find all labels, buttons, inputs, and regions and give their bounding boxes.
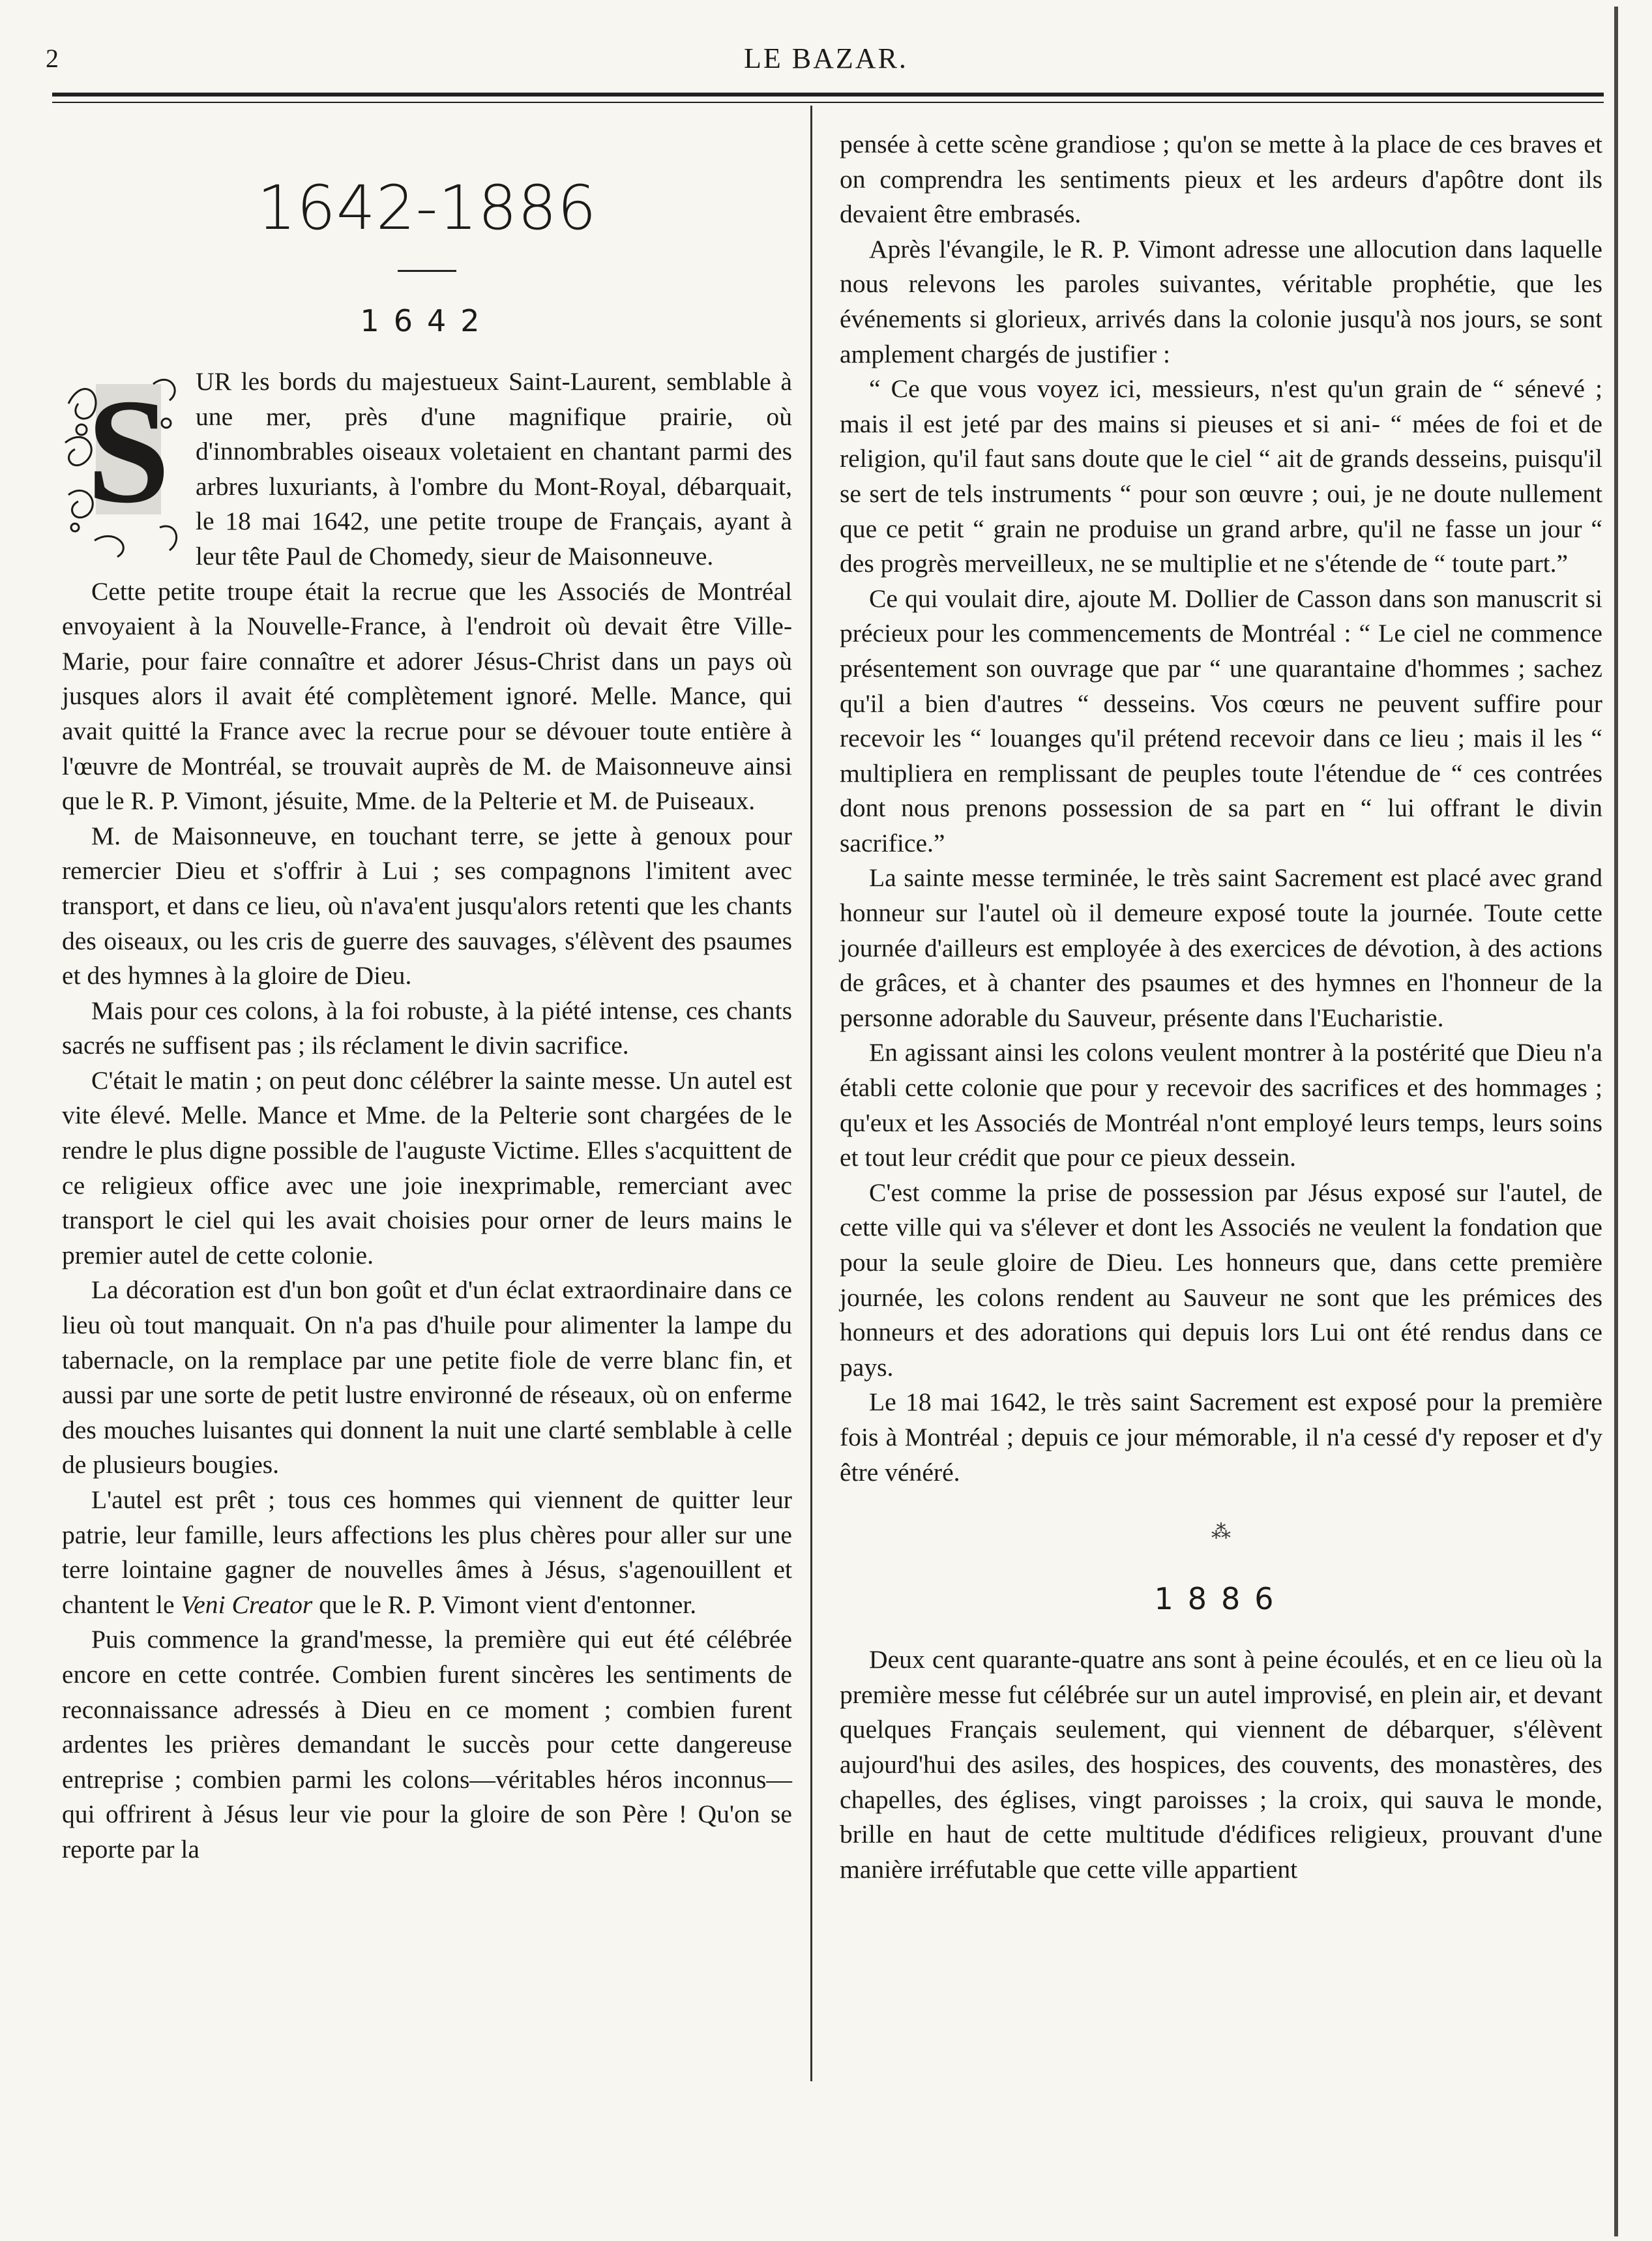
paragraph-r4: Ce qui voulait dire, ajoute M. Dollier de Casson dans son manuscrit si précieux pour les commencements de Montréal : “ Le ciel ne commence présentement son ouvrage que par “ une quarantaine d'hommes ; sachez qu'il a bien d'autres “ desseins. Vos cœurs ne peuvent suffire pour recevoir les “ louanges qu'il prétend recevoir dans ce lieu ; mais il les “ multipliera en remplissant de peuples toute l'étendue de “ ces contrées dont nous prenons possession de sa part en “ lui offrant le divin sacrifice.” [840,584,1602,857]
paragraph-1: UR les bords du majestueux Saint-Laurent, semblable à une mer, près d'une magnifique prairie, où d'innombrables oiseaux voletaient en chantant parmi des arbres luxuriants, à l'ombre du Mont-Royal, débarquait, le 18 mai 1642, une petite troupe de Français, ayant à leur tête Paul de Chomedy, sieur de Maisonneuve. [196,367,792,571]
veni-creator-italic: Veni Creator [181,1590,313,1619]
header-rule-thick [52,93,1604,96]
paragraph-7-text-a: L'autel est prêt ; tous ces hommes qui viennent de quitter leur patrie, leur famille, leurs affections les plus chères pour aller sur une terre lointaine gagner de nouvelles âmes à Jésus, s'agenouillent et chantent le [62,1485,792,1619]
paragraph-r2: Après l'évangile, le R. P. Vimont adresse une allocution dans laquelle nous relevons les paroles suivantes, véritable prophétie, que les événements si glorieux, arrivés dans la colonie jusqu'à nos jours, se sont amplement chargés de justifier : [840,234,1602,368]
paragraph-5: C'était le matin ; on peut donc célébrer la sainte messe. Un autel est vite élevé. Melle. Mance et Mme. de la Pelterie sont chargées de le rendre le plus digne possible de l'auguste Victime. Elles s'acquittent de ce religieux office avec une joie inexprimable, remerciant avec transport le ciel qui les avait choisies pour orner de leurs mains le premier autel de cette colonie. [62,1065,792,1269]
paragraph-3: M. de Maisonneuve, en touchant terre, se jette à genoux pour remercier Dieu et s'offrir à Lui ; ses compagnons l'imitent avec transport, et dans ce lieu, où n'ava'ent jusqu'alors retenti que les chants des oiseaux, ou les cris de guerre des sauvages, s'élèvent des psaumes et des hymnes à la gloire de Dieu. [62,821,792,990]
paragraph-r8: Le 18 mai 1642, le très saint Sacrement est exposé pour la première fois à Montréal ; depuis ce jour mémorable, il n'a cessé d'y reposer et d'y être vénéré. [840,1388,1602,1487]
asterism-ornament: ⁂ [1211,1521,1231,1543]
paragraph-2: Cette petite troupe était la recrue que les Associés de Montréal envoyaient à la Nouvelle-France, à l'endroit où devait être Ville-Marie, pour faire connaître et adorer Jésus-Christ dans un pays où jusques alors il avait été complètement ignoré. Melle. Mance, qui avait quitté la France avec la recrue pour se dévouer toute entière à l'œuvre de Montréal, se trouvait auprès de M. de Maisonneuve ainsi que le R. P. Vimont, jésuite, Mme. de la Pelterie et M. de Puiseaux. [62,576,792,816]
paragraph-8: Puis commence la grand'messe, la première qui eut été célébrée encore en cette contrée. Combien furent sincères les sentiments de reconnaissance adressés à Dieu en ce moment ; combien furent ardentes les prières demandant le succès pour cette dangereuse entreprise ; combien parmi les colons—véritables héros inconnus—qui offrirent à Jésus leur vie pour la gloire de son Père ! Qu'on se reporte par la [62,1625,792,1863]
paragraph-r9: Deux cent quarante-quatre ans sont à peine écoulés, et en ce lieu où la première messe fut célébrée sur un autel improvisé, en plein air, et devant quelques Français seulement, qui viennent de débarquer, s'élèvent aujourd'hui des asiles, des hospices, des couvents, des monastères, des chapelles, des églises, vingt paroisses ; la croix, qui sauva le monde, brille en haut de cette multitude d'édifices religieux, prouvant d'une manière irréfutable que cette ville appartient [840,1645,1602,1884]
paragraph-4: Mais pour ces colons, à la foi robuste, à la piété intense, ces chants sacrés ne suffisent pas ; ils réclament le divin sacrifice. [62,996,792,1060]
left-column [62,127,792,1867]
column-divider [810,106,812,2081]
quote-vimont: “ Ce que vous voyez ici, messieurs, n'est qu'un grain de “ sénevé ; mais il est jeté par des mains si pieuses et si ani- “ mées de foi et de religion, qu'il faut sans doute que le ciel “ ait de grands desseins, puisqu'il se sert de tels instruments “ pour son œuvre ; oui, je ne doute nullement que ce petit “ grain ne produise un grand arbre, qu'il ne fasse un jour “ des progrès merveilleux, ne se multiplie et ne s'étende de “ toute part.” [840,374,1602,578]
paragraph-7-text-b: que le R. P. Vimont vient d'entonner. [312,1590,697,1619]
section-heading-1642: 1642 [360,303,494,338]
page-number: 2 [46,44,59,73]
paragraph-6: La décoration est d'un bon goût et d'un éclat extraordinaire dans ce lieu où tout manquait. On n'a pas d'huile pour alimenter la lampe du tabernacle, on la remplace par une petite fiole de verre blanc fin, et aussi par une sorte de petit lustre environné de réseaux, où on enferme des mouches luisantes qui donnent la nuit une clarté semblable à celle de plusieurs bougies. [62,1275,792,1479]
dropcap-ornament-icon [55,364,189,560]
paragraph-7 [62,1483,792,1622]
paragraph-r7: C'est comme la prise de possession par Jésus exposé sur l'autel, de cette ville qui va s'élever et dont les Associés ne veulent la fondation que pour la seule gloire de Dieu. Les honneurs que, dans cette première journée, les colons rendent au Sauveur ne sont que les prémices des honneurs et des adorations qui depuis lors Lui ont été rendus dans ce pays. [840,1178,1602,1382]
title-rule [398,270,456,272]
paragraph-r6: En agissant ainsi les colons veulent montrer à la postérité que Dieu n'a établi cette colonie que pour y recevoir des sacrifices et des hommages ; qu'eux et les Associés de Montréal n'ont employé leurs temps, leurs soins et tout leur crédit que pour ce pieux dessein. [840,1038,1602,1172]
header-rule-thin [52,102,1604,103]
journal-title: LE BAZAR. [744,42,908,74]
dropcap-letter: S [87,368,170,534]
ornamental-dropcap [55,364,189,560]
paragraph-r1: pensée à cette scène grandiose ; qu'on se mette à la place de ces braves et on comprendra les sentiments pieux et les ardeurs d'apôtre dont ils devaient être embrasés. [840,130,1602,229]
article-title: 1642-1886 [257,173,597,244]
paragraph-r5: La sainte messe terminée, le très saint Sacrement est placé avec grand honneur sur l'autel où il demeure exposé toute la journée. Toute cette journée d'ailleurs est employée à des exercices de dévotion, à des actions de grâces, et à chanter des psaumes et des hymnes en l'honneur de la personne adorable du Sauveur, présente dans l'Eucharistie. [840,863,1602,1032]
right-column [840,127,1602,1887]
page-header [0,38,1652,77]
opening-paragraph [62,364,792,574]
page-edge-shadow [1614,7,1618,2236]
section-heading-1886: 1886 [1154,1581,1288,1617]
